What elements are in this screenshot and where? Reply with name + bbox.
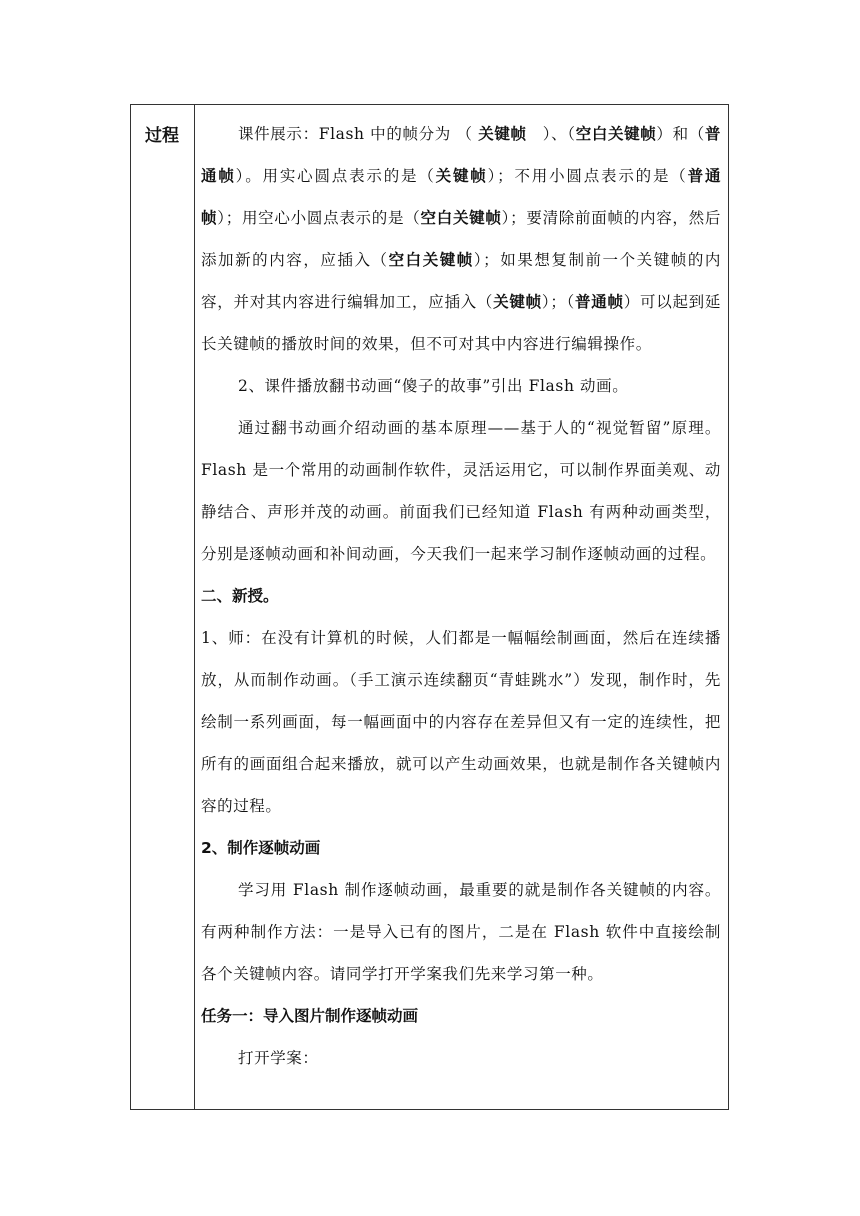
answer-keyframe: 关键帧: [493, 293, 542, 311]
text-run: ）；用空心小圆点表示的是（: [217, 209, 421, 227]
frame-types-paragraph: [201, 113, 721, 365]
open-worksheet-paragraph: 打开学案：: [238, 1049, 319, 1067]
label-cell: [131, 105, 195, 1109]
task-heading: 任务一：导入图片制作逐帧动画: [201, 1007, 419, 1025]
principle-paragraph: 通过翻书动画介绍动画的基本原理——基于人的“视觉暂留”原理。Flash 是一个常用的动画制作软件，灵活运用它，可以制作界面美观、动静结合、声形并茂的动画。前面我们已经知道 Flash 有两种动画类型，分别是逐帧动画和补间动画，今天我们一起来学习制作逐帧动画的过程。: [201, 419, 721, 563]
row-label: 过程: [145, 126, 179, 146]
answer-normal-frame: 普通帧: [201, 167, 722, 227]
text-run: ）；要清除前面帧的内容，然后添加新的内容，应插入（: [201, 209, 721, 269]
answer-blank-keyframe: 空白关键帧: [575, 125, 657, 143]
text-run: ）、（: [526, 125, 576, 143]
answer-normal-frame: 普通帧: [575, 293, 624, 311]
answer-normal-frame: 普通帧: [201, 125, 721, 185]
text-run: 课件展示：Flash 中的帧分为 （: [238, 125, 479, 143]
answer-keyframe: 关键帧: [478, 125, 527, 143]
section-heading-frame-animation: 2、制作逐帧动画: [201, 839, 321, 857]
lesson-table: [130, 104, 729, 1110]
text-run: ）和（: [656, 125, 705, 143]
text-run: ）。用实心圆点表示的是（: [235, 167, 436, 185]
answer-keyframe: 关键帧: [435, 167, 488, 185]
answer-blank-keyframe: 空白关键帧: [388, 251, 474, 269]
text-run: ）；如果想复制前一个关键帧的内容，并对其内容进行编辑加工，应插入（: [201, 251, 721, 311]
flipbook-paragraph: 2、课件播放翻书动画“傻子的故事”引出 Flash 动画。: [238, 377, 629, 395]
section-heading-new-lesson: 二、新授。: [201, 587, 279, 605]
text-run: ）；（: [541, 293, 576, 311]
content-cell: [201, 105, 721, 1079]
text-run: ）可以起到延长关键帧的播放时间的效果，但不可对其中内容进行编辑操作。: [201, 293, 721, 353]
answer-blank-keyframe: 空白关键帧: [420, 209, 502, 227]
method-paragraph: 学习用 Flash 制作逐帧动画，最重要的就是制作各关键帧的内容。有两种制作方法：一是导入已有的图片，二是在 Flash 软件中直接绘制各个关键帧内容。请同学打开学案我们先来学习第一种。: [201, 881, 721, 983]
text-run: ）；不用小圆点表示的是（: [487, 167, 688, 185]
teacher-paragraph: 1、师：在没有计算机的时候，人们都是一幅幅绘制画面，然后在连续播放，从而制作动画。（手工演示连续翻页“青蛙跳水”）发现，制作时，先绘制一系列画面，每一幅画面中的内容存在差异但又有一定的连续性，把所有的画面组合起来播放，就可以产生动画效果，也就是制作各关键帧内容的过程。: [201, 629, 721, 815]
